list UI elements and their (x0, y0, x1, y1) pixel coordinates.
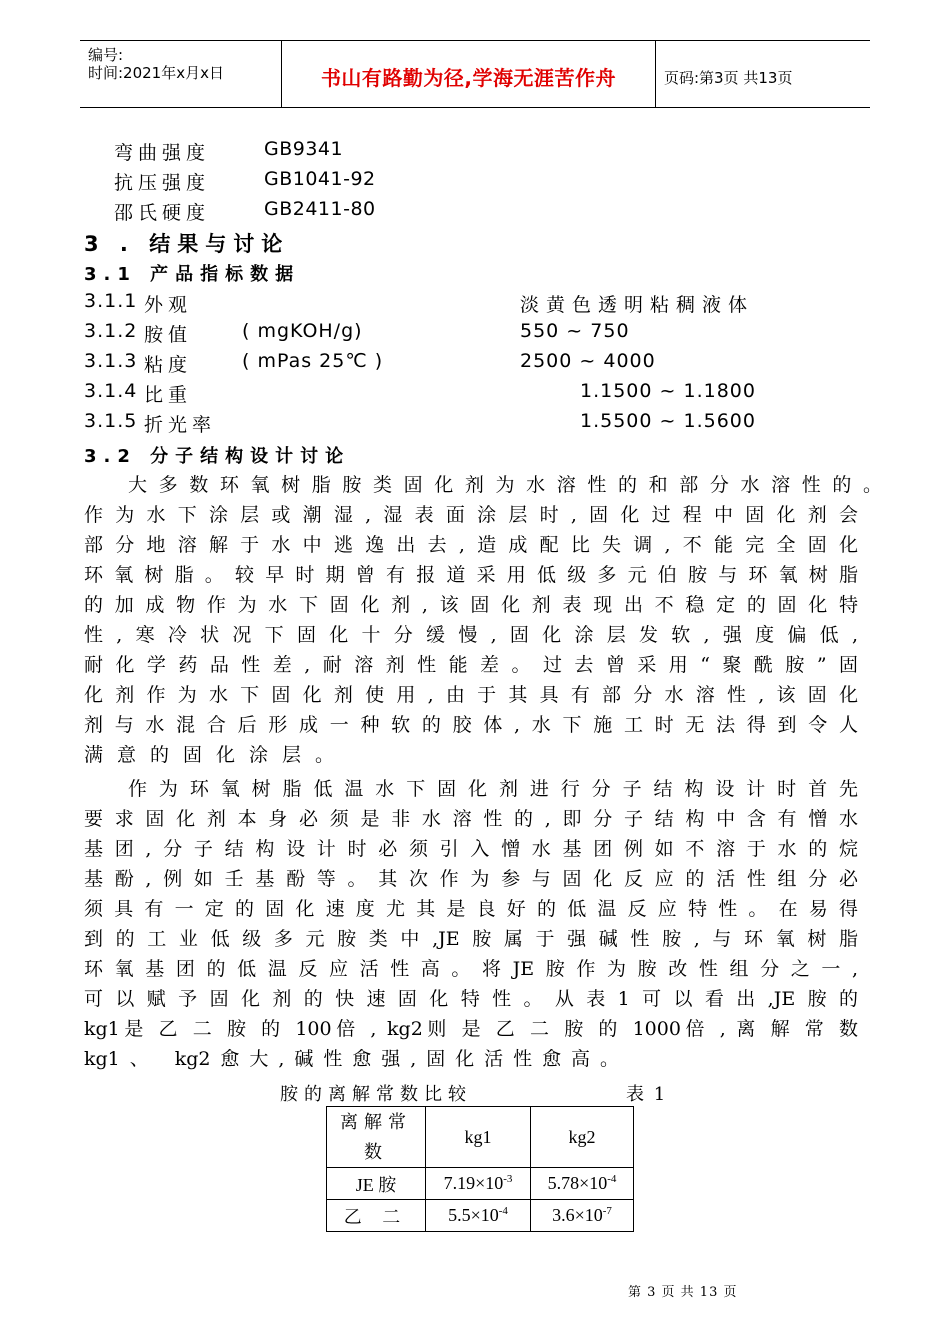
paragraph-line: 可以赋予固化剂的快速固化特性。从表1可以看出,JE胺的 (84, 988, 858, 1010)
paragraph-line: 要求固化剂本身必须是非水溶性的,即分子结构中含有憎水 (84, 808, 858, 830)
test-standard: GB9341 (264, 138, 344, 160)
paragraph-line: 化剂作为水下固化剂使用,由于其具有部分水溶性,该固化 (84, 684, 858, 706)
table-cell: $5.78\times 10^{-4}$ (531, 1168, 634, 1200)
spec-number: 3.1.2 (84, 320, 138, 342)
page-footer: 第 3 页 共 13 页 (628, 1285, 738, 1300)
table-label: 表 1 (626, 1084, 668, 1105)
test-standard: GB1041-92 (264, 168, 376, 190)
paragraph-line: 到的工业低级多元胺类中,JE胺属于强碱性胺,与环氧树脂 (84, 928, 858, 950)
spec-name: 胺值 (144, 324, 193, 346)
paragraph-line: 的加成物作为水下固化剂,该固化剂表现出不稳定的固化特 (84, 594, 858, 616)
spec-number: 3.1.5 (84, 410, 138, 432)
header-motto: 书山有路勤为径,学海无涯苦作舟 (320, 66, 617, 90)
spec-unit: ( mgKOH/g) (242, 320, 363, 342)
spec-number: 3.1.3 (84, 350, 138, 372)
table-header-cell: kg1 (426, 1107, 531, 1168)
test-name: 抗压强度 (114, 172, 211, 194)
header-top-rule (80, 40, 870, 41)
spec-value: 550 ~ 750 (520, 320, 630, 342)
table-header-cell: 离解常数 (327, 1107, 426, 1168)
header-divider (655, 40, 656, 108)
paragraph-line: 环氧树脂。较早时期曾有报道采用低级多元伯胺与环氧树脂 (84, 564, 858, 586)
subsection-heading: 3.2 分子结构设计讨论 (84, 446, 351, 467)
header-bottom-rule (80, 107, 870, 108)
table-row (327, 1168, 634, 1200)
table-caption: 胺的离解常数比较 (280, 1084, 472, 1105)
paragraph-line: kg1是 乙 二 胺 的 100倍 , kg2则 是 乙 二 胺 的 1000倍 , 离 解 常 数 (84, 1018, 858, 1040)
spec-unit: ( mPas 25℃ ) (242, 350, 384, 372)
table-cell: $5.5\times 10^{-4}$ (426, 1200, 531, 1232)
test-name: 邵氏硬度 (114, 202, 211, 224)
paragraph-line: 部分地溶解于水中逃逸出去,造成配比失调,不能完全固化 (84, 534, 858, 556)
spec-name: 比重 (144, 384, 193, 406)
paragraph-line: kg1、 kg2愈大,碱性愈强,固化活性愈高。 (84, 1048, 619, 1070)
paragraph-line: 性,寒冷状况下固化十分缓慢,固化涂层发软,强度偏低, (84, 624, 858, 646)
paragraph-line: 耐化学药品性差,耐溶剂性能差。过去曾采用“聚酰胺”固 (84, 654, 858, 676)
paragraph-line: 基团,分子结构设计时必须引入憎水基团例如不溶于水的烷 (84, 838, 858, 860)
subsection-heading: 3.1 产品指标数据 (84, 264, 301, 285)
table-header-cell: kg2 (531, 1107, 634, 1168)
spec-value: 淡黄色透明粘稠液体 (520, 294, 755, 316)
paragraph-line: 剂与水混合后形成一种软的胶体,水下施工时无法得到令人 (84, 714, 858, 736)
paragraph-line: 基酚,例如壬基酚等。其次作为参与固化反应的活性组分必 (84, 868, 858, 890)
test-standard: GB2411-80 (264, 198, 376, 220)
table-cell: $3.6\times 10^{-7}$ (531, 1200, 634, 1232)
table-cell: 乙 二 (327, 1200, 426, 1232)
paragraph-line: 作为水下涂层或潮湿,湿表面涂层时,固化过程中固化剂会 (84, 504, 858, 526)
spec-name: 粘度 (144, 354, 193, 376)
spec-name: 外观 (144, 294, 193, 316)
spec-value: 1.1500 ~ 1.1800 (580, 380, 756, 402)
header-time-label: 时间:2021年x月x日 (88, 64, 224, 82)
paragraph-line: 作为环氧树脂低温水下固化剂进行分子结构设计时首先 (128, 778, 858, 800)
paragraph-line: 满意的固化涂层。 (84, 744, 334, 766)
spec-number: 3.1.1 (84, 290, 138, 312)
paragraph-line: 大多数环氧树脂胺类固化剂为水溶性的和部分水溶性的。 (128, 474, 882, 496)
spec-value: 2500 ~ 4000 (520, 350, 656, 372)
dissociation-constant-table (326, 1106, 634, 1232)
spec-name: 折光率 (144, 414, 217, 436)
paragraph-line: 须具有一定的固化速度尤其是良好的低温反应特性。在易得 (84, 898, 858, 920)
test-name: 弯曲强度 (114, 142, 211, 164)
spec-number: 3.1.4 (84, 380, 138, 402)
paragraph-line: 环氧基团的低温反应活性高。将JE胺作为胺改性组分之一, (84, 958, 858, 980)
table-header-row (327, 1107, 634, 1168)
table-row (327, 1200, 634, 1232)
spec-value: 1.5500 ~ 1.5600 (580, 410, 756, 432)
header-number-label: 编号: (88, 46, 124, 64)
table-cell: JE 胺 (327, 1168, 426, 1200)
table-cell: $7.19\times 10^{-3}$ (426, 1168, 531, 1200)
section-heading: 3 . 结果与讨论 (84, 232, 290, 256)
header-page-label: 页码:第3页 共13页 (664, 69, 793, 87)
